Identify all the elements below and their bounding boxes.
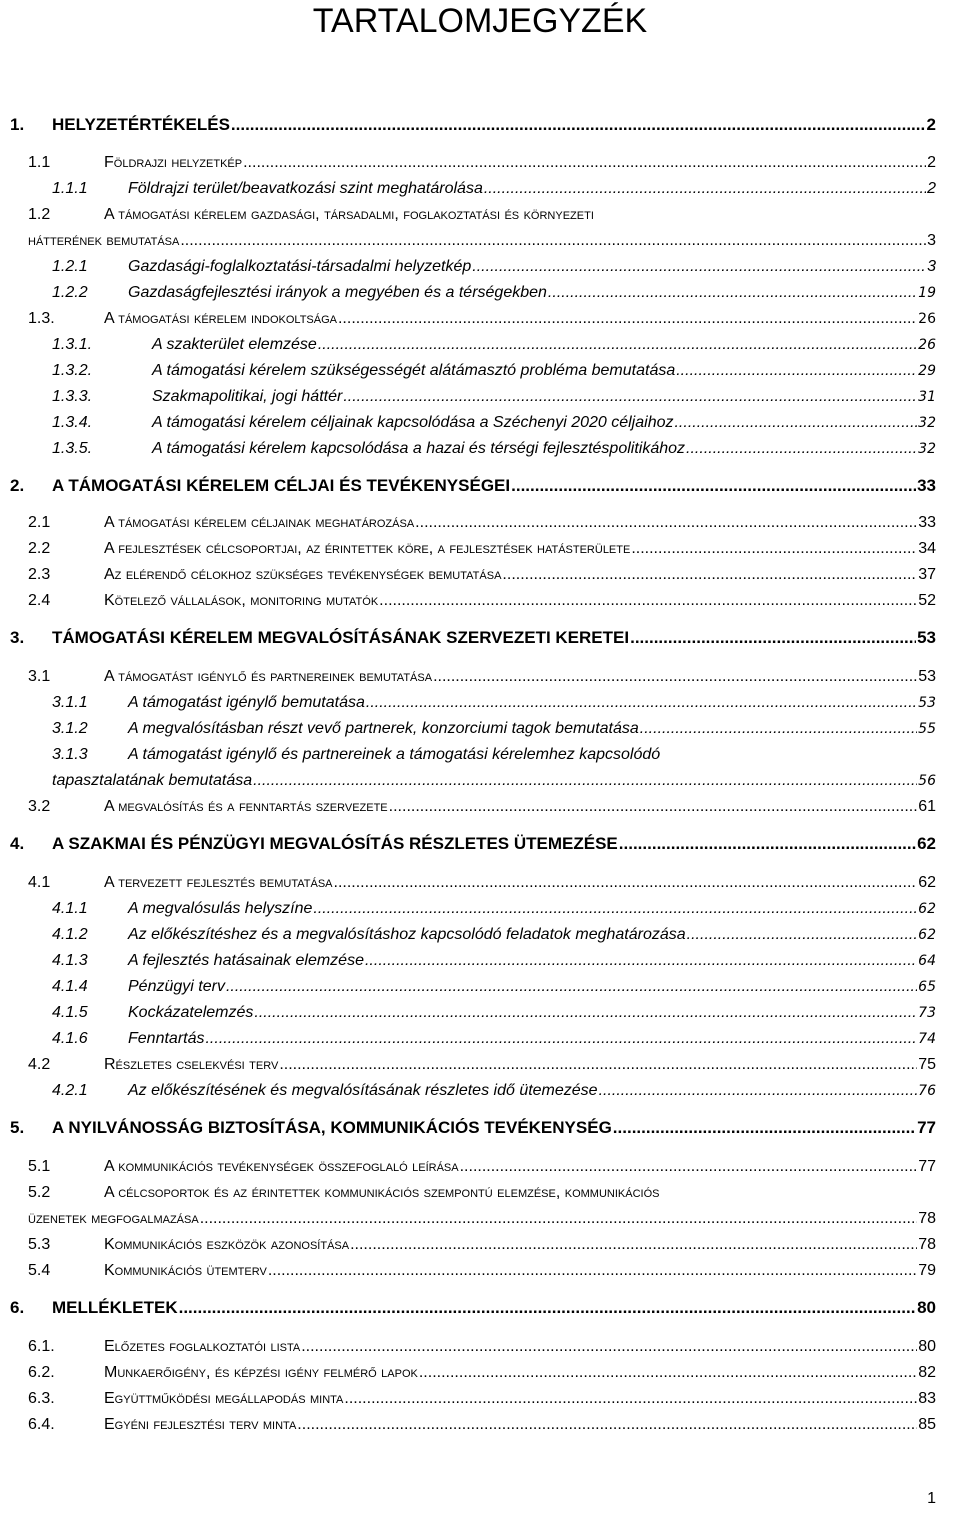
toc-entry-link[interactable] [52, 414, 936, 432]
toc-leader-dots [686, 440, 917, 458]
toc-entry-link[interactable] [28, 514, 936, 532]
toc-entry-number: 1.2.2 [52, 284, 88, 301]
toc-entry-link[interactable] [28, 1338, 936, 1356]
toc-leader-dots [243, 154, 926, 172]
toc-entry-link[interactable] [28, 874, 936, 892]
toc-entry-page: 53 [918, 668, 936, 685]
toc-leader-dots [205, 1030, 917, 1048]
toc-entry-page: 32 [918, 415, 936, 431]
toc-leader-dots [338, 310, 917, 328]
toc-entry-number: 4.1.5 [52, 1004, 88, 1021]
toc-entry-page: 33 [918, 514, 936, 531]
toc-entry-page: 3 [927, 258, 936, 275]
toc-entry-link[interactable] [10, 476, 936, 496]
toc-entry-link[interactable] [28, 540, 936, 558]
toc-leader-dots [231, 115, 926, 135]
toc-entry-link[interactable] [28, 1364, 936, 1382]
toc-entry-number: 6. [10, 1298, 25, 1317]
toc-leader-dots [313, 900, 917, 918]
toc-entry-title: A megvalósításban részt vevő partnerek, konzorciumi tagok bemutatása [128, 720, 639, 737]
toc-leader-dots [502, 566, 917, 584]
toc-entry-number: 4.1.3 [52, 952, 88, 969]
toc-entry-number: 1. [10, 115, 25, 134]
toc-entry-link[interactable] [28, 1262, 936, 1280]
toc-entry-page: 73 [918, 1005, 936, 1021]
toc-entry-number: 6.3. [28, 1390, 55, 1407]
toc-entry-number: 5. [10, 1118, 25, 1137]
toc-leader-dots [676, 362, 917, 380]
toc-leader-dots [630, 628, 916, 648]
toc-entry-number: 3.2 [28, 798, 51, 815]
toc-entry-page: 79 [918, 1262, 936, 1279]
toc-entry-line [28, 1184, 659, 1202]
toc-entry-number: 3.1 [28, 668, 51, 685]
toc-entry-link[interactable] [52, 180, 936, 198]
toc-entry-link[interactable] [28, 1236, 936, 1254]
toc-entry-link[interactable] [28, 1158, 936, 1176]
toc-entry-link[interactable] [28, 1210, 936, 1228]
toc-entry-title: A támogatási kérelem szükségességét alátámasztó probléma bemutatása [152, 362, 676, 379]
toc-entry-link[interactable] [52, 1030, 936, 1048]
toc-entry-link[interactable] [52, 1004, 936, 1022]
toc-entry-page: 37 [918, 566, 936, 583]
toc-entry-line [52, 746, 660, 764]
toc-entry-page: 65 [918, 979, 936, 995]
toc-leader-dots [687, 926, 918, 944]
toc-entry-link[interactable] [10, 834, 936, 854]
toc-entry-link[interactable] [52, 388, 936, 406]
toc-entry-page: 3 [927, 232, 936, 249]
toc-entry-number: 3.1.1 [52, 694, 88, 711]
toc-entry-page: 62 [918, 874, 936, 891]
toc-entry-number: 4.1.1 [52, 900, 88, 917]
toc-entry-title: Kockázatelemzés [128, 1004, 254, 1021]
toc-leader-dots [180, 232, 926, 250]
toc-entry-title: A támogatást igénylő bemutatása [128, 694, 365, 711]
toc-leader-dots [433, 668, 917, 686]
toc-entry-number: 3. [10, 628, 25, 647]
toc-entry-page: 62 [917, 834, 936, 853]
toc-leader-dots [379, 592, 917, 610]
toc-entry-number: 1.2.1 [52, 258, 88, 275]
toc-entry-page: 62 [918, 901, 936, 917]
toc-entry-page: 2 [927, 180, 936, 197]
toc-entry-title: Az előkészítésének és megvalósításának részletes idő ütemezése [128, 1082, 598, 1099]
toc-entry-number: 1.3.5. [52, 440, 93, 457]
toc-entry-link[interactable] [52, 440, 936, 458]
toc-entry-page: 55 [918, 721, 936, 737]
toc-leader-dots [343, 388, 917, 406]
toc-entry-title: A TÁMOGATÁSI KÉRELEM CÉLJAI ÉS TEVÉKENYSÉGEI [52, 476, 511, 495]
toc-entry-page: 56 [918, 773, 936, 789]
toc-entry-link[interactable] [28, 1416, 936, 1434]
toc-entry-title: Az elérendő célokhoz szükséges tevékenységek bemutatása [104, 566, 502, 583]
toc-leader-dots [254, 1004, 917, 1022]
toc-entry-link[interactable] [28, 232, 936, 250]
toc-entry-title: Részletes cselekvési terv [104, 1056, 279, 1073]
toc-entry-link[interactable] [10, 628, 936, 648]
toc-leader-dots [226, 978, 917, 996]
toc-entry-link[interactable] [52, 362, 936, 380]
toc-entry-page: 85 [918, 1416, 936, 1433]
toc-entry-page: 83 [918, 1390, 936, 1407]
toc-entry-link[interactable] [52, 1082, 936, 1100]
page-number: 1 [927, 1490, 936, 1507]
toc-leader-dots [318, 336, 917, 354]
toc-entry-title: A támogatási kérelem céljainak meghatározása [104, 514, 415, 531]
toc-entry-link[interactable] [10, 1118, 936, 1138]
toc-leader-dots [253, 772, 917, 790]
toc-entry-link[interactable] [28, 566, 936, 584]
toc-entry-page: 19 [918, 285, 936, 301]
toc-entry-number: 1.3.2. [52, 362, 93, 379]
toc-entry-page: 75 [918, 1056, 936, 1073]
toc-entry-title: A támogatási kérelem indokoltsága [104, 310, 337, 327]
toc-entry-title: A célcsoportok és az érintettek kommunikációs szempontú elemzése, kommunikációs [104, 1184, 660, 1201]
toc-leader-dots [344, 1390, 917, 1408]
toc-entry-title: Szakmapolitikai, jogi háttér [152, 388, 343, 405]
toc-leader-dots [674, 414, 917, 432]
toc-entry-title: Földrajzi terület/beavatkozási szint meghatárolása [128, 180, 483, 197]
toc-leader-dots [640, 720, 917, 738]
toc-entry-title: Kötelező vállalások, monitoring mutatók [104, 592, 379, 609]
toc-entry-number: 5.1 [28, 1158, 51, 1175]
toc-leader-dots [268, 1262, 917, 1280]
toc-leader-dots [350, 1236, 917, 1254]
toc-entry-title: Gazdaságfejlesztési irányok a megyében és a térségekben [128, 284, 547, 301]
toc-entry-number: 2.3 [28, 566, 51, 583]
toc-entry-number: 6.2. [28, 1364, 55, 1381]
toc-leader-dots [200, 1210, 918, 1228]
toc-entry-page: 26 [918, 311, 936, 327]
toc-entry-title: TÁMOGATÁSI KÉRELEM MEGVALÓSÍTÁSÁNAK SZERVEZETI KERETEI [52, 628, 630, 647]
toc-leader-dots [548, 284, 917, 302]
toc-entry-number: 5.2 [28, 1184, 51, 1201]
toc-entry-title: A SZAKMAI ÉS PÉNZÜGYI MEGVALÓSÍTÁS RÉSZLETES ÜTEMEZÉSE [52, 834, 618, 853]
toc-entry-title-cont: hátterének bemutatása [28, 232, 180, 249]
toc-entry-title-cont: üzenetek megfogalmazása [28, 1210, 199, 1227]
toc-entry-link[interactable] [52, 900, 936, 918]
toc-entry-title: MELLÉKLETEK [52, 1298, 178, 1317]
toc-entry-title: Fenntartás [128, 1030, 205, 1047]
toc-entry-number: 4.1.2 [52, 926, 88, 943]
toc-leader-dots [179, 1298, 916, 1318]
toc-entry-link[interactable] [52, 978, 936, 996]
toc-entry-link[interactable] [28, 798, 936, 816]
toc-entry-link[interactable] [52, 926, 936, 944]
toc-entry-number: 5.3 [28, 1236, 51, 1253]
toc-entry-number: 4.1.4 [52, 978, 88, 995]
toc-leader-dots [619, 834, 916, 854]
toc-leader-dots [334, 874, 918, 892]
toc-entry-number: 2.1 [28, 514, 51, 531]
toc-entry-link[interactable] [10, 1298, 936, 1318]
toc-entry-page: 52 [918, 592, 936, 609]
toc-leader-dots [631, 540, 917, 558]
toc-entry-title: Kommunikációs ütemterv [104, 1262, 267, 1279]
toc-entry-title: Pénzügyi terv [128, 978, 225, 995]
toc-entry-link[interactable] [52, 720, 936, 738]
toc-leader-dots [599, 1082, 918, 1100]
toc-entry-page: 62 [918, 927, 936, 943]
toc-entry-page: 64 [918, 953, 936, 969]
toc-entry-link[interactable] [28, 1056, 936, 1074]
toc-entry-page: 82 [918, 1364, 936, 1381]
toc-entry-link[interactable] [52, 952, 936, 970]
toc-entry-number: 1.3.3. [52, 388, 93, 405]
toc-entry-title: HELYZETÉRTÉKELÉS [52, 115, 230, 134]
toc-entry-title: Földrajzi helyzetkép [104, 154, 243, 171]
toc-entry-number: 1.3. [28, 310, 55, 327]
toc-leader-dots [389, 798, 918, 816]
toc-entry-page: 53 [918, 695, 936, 711]
toc-entry-page: 78 [918, 1236, 936, 1253]
toc-entry-page: 26 [918, 337, 936, 353]
toc-entry-number: 2.2 [28, 540, 51, 557]
toc-entry-page: 33 [917, 476, 936, 495]
toc-entry-number: 5.4 [28, 1262, 51, 1279]
toc-entry-link[interactable] [28, 1390, 936, 1408]
toc-entry-page: 61 [918, 798, 936, 815]
toc-entry-title: A tervezett fejlesztés bemutatása [104, 874, 333, 891]
toc-entry-page: 2 [927, 154, 936, 171]
toc-entry-title: A kommunikációs tevékenységek összefoglaló leírása [104, 1158, 459, 1175]
toc-entry-title: A támogatási kérelem céljainak kapcsolódása a Széchenyi 2020 céljaihoz [152, 414, 674, 431]
toc-entry-link[interactable] [52, 772, 936, 790]
toc-entry-number: 4.2.1 [52, 1082, 88, 1099]
toc-entry-page: 77 [917, 1118, 936, 1137]
toc-entry-title-cont: tapasztalatának bemutatása [52, 772, 253, 789]
toc-entry-page: 53 [917, 628, 936, 647]
toc-entry-number: 6.1. [28, 1338, 55, 1355]
toc-leader-dots [415, 514, 917, 532]
toc-entry-link[interactable] [52, 258, 936, 276]
toc-entry-title: A megvalósulás helyszíne [128, 900, 313, 917]
toc-entry-page: 76 [918, 1083, 936, 1099]
toc-entry-line [28, 206, 594, 224]
toc-entry-page: 31 [918, 389, 936, 405]
toc-entry-page: 78 [918, 1210, 936, 1227]
toc-entry-number: 4. [10, 834, 25, 853]
toc-entry-number: 2. [10, 476, 25, 495]
page-title: TARTALOMJEGYZÉK [312, 2, 648, 40]
toc-entry-title: A megvalósítás és a fenntartás szervezete [104, 798, 388, 815]
toc-leader-dots [279, 1056, 917, 1074]
toc-entry-page: 74 [918, 1031, 936, 1047]
toc-entry-title: Az előkészítéshez és a megvalósításhoz kapcsolódó feladatok meghatározása [128, 926, 686, 943]
toc-entry-page: 80 [917, 1298, 936, 1317]
toc-entry-title: A támogatást igénylő és partnereinek a támogatási kérelemhez kapcsolódó [128, 746, 661, 763]
toc-entry-title: A fejlesztés hatásainak elemzése [128, 952, 364, 969]
toc-leader-dots [297, 1416, 917, 1434]
toc-entry-number: 4.2 [28, 1056, 51, 1073]
toc-entry-title: A támogatási kérelem kapcsolódása a hazai és térségi fejlesztéspolitikához [152, 440, 686, 457]
toc-entry-link[interactable] [52, 336, 936, 354]
toc-leader-dots [472, 258, 926, 276]
toc-entry-page: 32 [918, 441, 936, 457]
toc-leader-dots [365, 952, 917, 970]
toc-entry-link[interactable] [28, 154, 936, 172]
toc-entry-title: A szakterület elemzése [152, 336, 317, 353]
toc-leader-dots [460, 1158, 918, 1176]
toc-entry-number: 1.3.1. [52, 336, 93, 353]
toc-leader-dots [484, 180, 926, 198]
toc-entry-link[interactable] [10, 115, 936, 135]
toc-entry-link[interactable] [28, 310, 936, 328]
toc-entry-link[interactable] [28, 592, 936, 610]
toc-entry-title: Gazdasági-foglalkoztatási-társadalmi helyzetkép [128, 258, 472, 275]
toc-leader-dots [419, 1364, 917, 1382]
toc-entry-page: 29 [918, 363, 936, 379]
toc-entry-number: 2.4 [28, 592, 51, 609]
toc-entry-number: 4.1.6 [52, 1030, 88, 1047]
toc-entry-page: 34 [918, 540, 936, 557]
toc-entry-title: Előzetes foglalkoztatói lista [104, 1338, 301, 1355]
toc-entry-number: 1.1.1 [52, 180, 88, 197]
toc-leader-dots [366, 694, 917, 712]
toc-entry-link[interactable] [28, 668, 936, 686]
toc-entry-title: A fejlesztések célcsoportjai, az érintettek köre, a fejlesztések hatásterülete [104, 540, 631, 557]
toc-leader-dots [511, 476, 916, 496]
toc-entry-title: A NYILVÁNOSSÁG BIZTOSÍTÁSA, KOMMUNIKÁCIÓS TEVÉKENYSÉG [52, 1118, 612, 1137]
toc-entry-number: 6.4. [28, 1416, 55, 1433]
toc-entry-link[interactable] [52, 284, 936, 302]
toc-entry-number: 1.2 [28, 206, 51, 223]
toc-entry-number: 4.1 [28, 874, 51, 891]
toc-entry-title: Munkaerőigény, és képzési igény felmérő lapok [104, 1364, 418, 1381]
toc-entry-title: Kommunikációs eszközök azonosítása [104, 1236, 350, 1253]
toc-entry-page: 80 [918, 1338, 936, 1355]
toc-entry-title: Együttműködési megállapodás minta [104, 1390, 344, 1407]
toc-entry-number: 3.1.3 [52, 746, 88, 763]
toc-leader-dots [301, 1338, 917, 1356]
toc-entry-number: 3.1.2 [52, 720, 88, 737]
toc-entry-number: 1.3.4. [52, 414, 93, 431]
toc-entry-title: A támogatást igénylő és partnereinek bemutatása [104, 668, 433, 685]
toc-entry-number: 1.1 [28, 154, 51, 171]
toc-entry-page: 2 [926, 115, 936, 134]
toc-entry-title: A támogatási kérelem gazdasági, társadalmi, foglakoztatási és környezeti [104, 206, 594, 223]
toc-entry-title: Egyéni fejlesztési terv minta [104, 1416, 297, 1433]
toc-entry-link[interactable] [52, 694, 936, 712]
toc-leader-dots [613, 1118, 916, 1138]
toc-entry-page: 77 [918, 1158, 936, 1175]
